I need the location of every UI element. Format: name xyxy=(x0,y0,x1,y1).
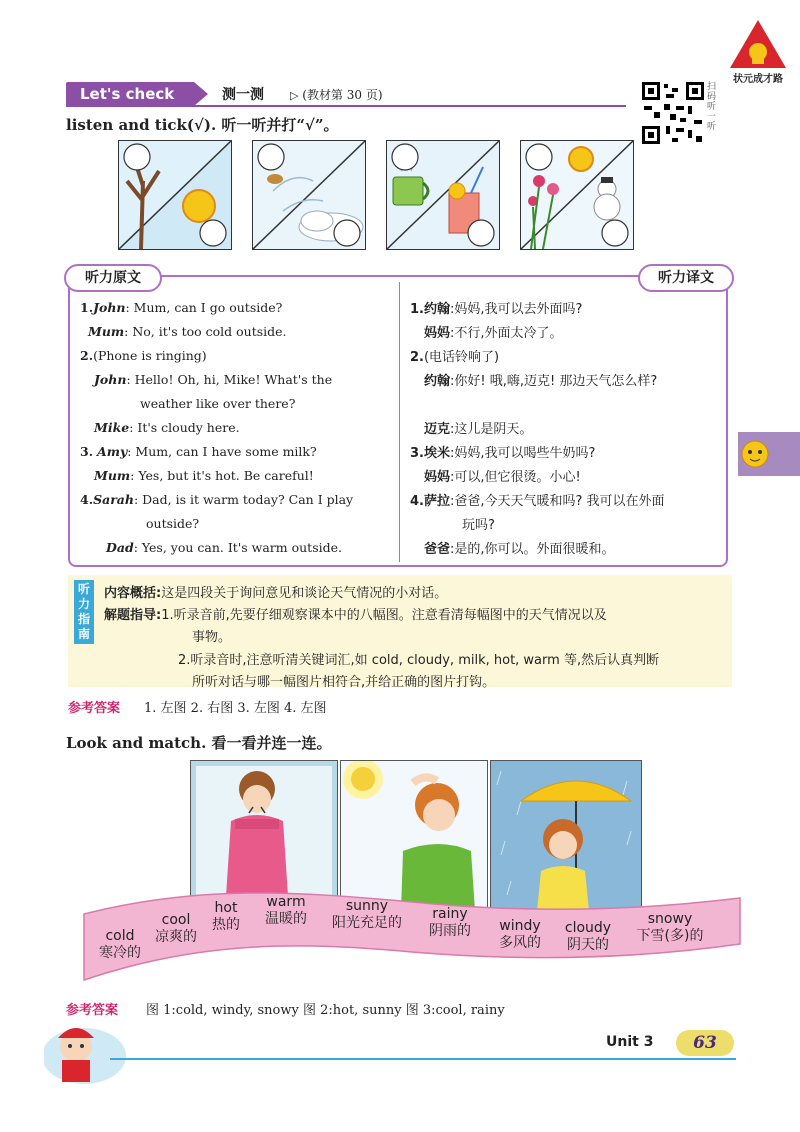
guide-tip1: 解题指导:1.听录音前,先要仔细观察课本中的八幅图。注意看清每幅图中的天气情况以及 xyxy=(104,608,607,623)
guide-tip2: 2.听录音时,注意听清关键词汇,如 cold, cloudy, milk, hot, warm 等,然后认真判断 xyxy=(178,653,660,668)
original-label: 听力原文 xyxy=(64,264,162,292)
word-warm: warm 温暖的 xyxy=(265,894,307,927)
en-line-3: 2.(Phone is ringing) xyxy=(80,348,207,363)
translation-label: 听力译文 xyxy=(638,264,734,292)
mascot xyxy=(44,1016,134,1086)
answer-text-2: 图 1:cold, windy, snowy 图 2:hot, sunny 图 3:cool, rainy xyxy=(146,1003,505,1018)
answer-text-1: 1. 左图 2. 右图 3. 左图 4. 左图 xyxy=(144,701,327,716)
word-cold: cold 寒冷的 xyxy=(99,928,141,961)
word-snowy: snowy 下雪(多)的 xyxy=(636,911,704,944)
header-divider xyxy=(66,105,626,107)
zh-line-2: 妈妈:不行,外面太冷了。 xyxy=(424,326,563,341)
en-line-7: 3. Amy: Mum, can I have some milk? xyxy=(80,444,317,459)
en-line-6: Mike: It's cloudy here. xyxy=(94,420,240,435)
en-line-11: Dad: Yes, you can. It's warm outside. xyxy=(106,540,342,555)
word-rainy: rainy 阴雨的 xyxy=(429,906,471,939)
en-line-10: outside? xyxy=(146,516,200,531)
zh-line-4: 约翰:你好! 哦,嗨,迈克! 那边天气怎么样? xyxy=(424,374,658,389)
textbook-ref-text: (教材第 30 页) xyxy=(302,88,383,102)
textbook-ref xyxy=(290,86,383,103)
zh-line-10: 爸爸:是的,你可以。外面很暖和。 xyxy=(424,542,615,557)
match-instruction: Look and match. 看一看并连一连。 xyxy=(66,734,332,752)
qr-code[interactable] xyxy=(640,80,706,146)
listen-picture-4 xyxy=(520,140,634,250)
brand-logo xyxy=(728,18,788,86)
en-line-8: Mum: Yes, but it's hot. Be careful! xyxy=(94,468,314,483)
zh-line-7: 妈妈:可以,但它很烫。小心! xyxy=(424,470,581,485)
tiger-icon xyxy=(740,439,770,469)
guide-tab: 听力指南 xyxy=(74,580,94,644)
answer-label-1: 参考答案 xyxy=(68,701,121,716)
word-hot: hot 热的 xyxy=(212,900,240,933)
en-line-9: 4.Sarah: Dad, is it warm today? Can I play xyxy=(80,492,354,507)
qr-caption: 扫码听一听 xyxy=(707,82,717,132)
zh-line-8: 4.萨拉:爸爸,今天天气暖和吗? 我可以在外面 xyxy=(410,494,665,509)
page-number: 63 xyxy=(676,1030,734,1056)
listen-picture-1 xyxy=(118,140,232,250)
section-title: 测一测 xyxy=(222,87,264,103)
answer-label-2: 参考答案 xyxy=(66,1003,119,1018)
word-cool: cool 凉爽的 xyxy=(155,912,197,945)
word-windy: windy 多风的 xyxy=(499,918,541,951)
unit-label: Unit 3 xyxy=(606,1034,654,1050)
en-line-1: 1.John: Mum, can I go outside? xyxy=(80,300,283,315)
word-sunny: sunny 阳光充足的 xyxy=(332,898,402,931)
listen-picture-3 xyxy=(386,140,500,250)
zh-line-6: 3.埃米:妈妈,我可以喝些牛奶吗? xyxy=(410,446,596,461)
zh-line-9: 玩吗? xyxy=(462,518,495,533)
guide-summary: 内容概括:这是四段关于询问意见和谈论天气情况的小对话。 xyxy=(104,586,448,601)
play-icon: ▷ xyxy=(290,89,299,102)
listen-picture-2 xyxy=(252,140,366,250)
lets-check-banner: Let's check xyxy=(66,82,194,106)
zh-line-5: 迈克:这儿是阴天。 xyxy=(424,422,533,437)
word-cloudy: cloudy 阴天的 xyxy=(564,920,612,953)
transcript-divider xyxy=(399,282,400,562)
en-line-4: John: Hello! Oh, hi, Mike! What's the xyxy=(94,372,333,387)
guide-tip2-cont: 所听对话与哪一幅图片相符合,并给正确的图片打钩。 xyxy=(192,675,496,690)
en-line-5: weather like over there? xyxy=(140,396,296,411)
zh-line-3: 2.(电话铃响了) xyxy=(410,350,500,365)
side-tab xyxy=(738,432,800,476)
footer-line xyxy=(110,1058,736,1060)
zh-line-1: 1.约翰:妈妈,我可以去外面吗? xyxy=(410,302,583,317)
guide-tip1-cont: 事物。 xyxy=(192,630,232,645)
brand-text: 状元成才路 xyxy=(733,74,783,85)
en-line-2: Mum: No, it's too cold outside. xyxy=(88,324,287,339)
listen-instruction: listen and tick(√). 听一听并打“√”。 xyxy=(66,116,339,134)
